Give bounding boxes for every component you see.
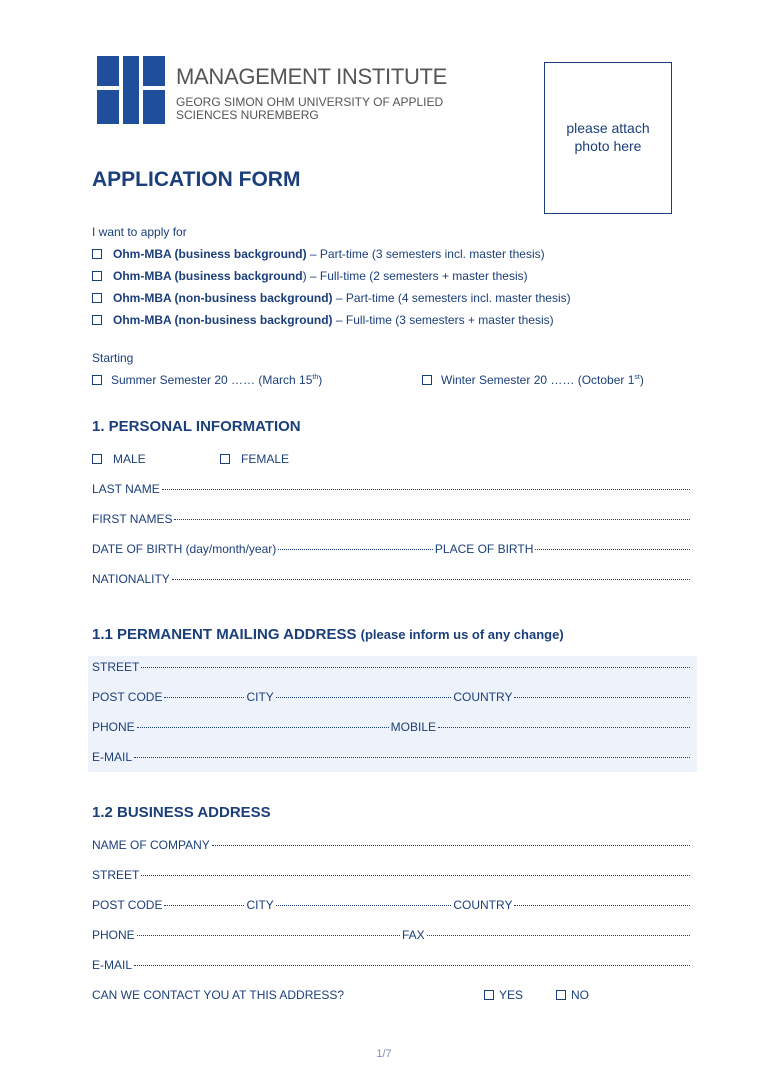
gender-male[interactable]: MALE: [92, 452, 146, 466]
permanent-email-field[interactable]: E-MAIL: [92, 750, 692, 766]
option-nonbusiness-fulltime[interactable]: Ohm-MBA (non-business background) – Full-time (3 semesters + master thesis): [92, 313, 554, 327]
checkbox[interactable]: [92, 315, 102, 325]
checkbox[interactable]: [422, 375, 432, 385]
permanent-postcode-city-country-field[interactable]: POST CODE CITY COUNTRY: [92, 690, 692, 706]
business-email-field[interactable]: E-MAIL: [92, 958, 692, 974]
form-title: APPLICATION FORM: [92, 168, 301, 191]
business-address-heading: 1.2 BUSINESS ADDRESS: [92, 804, 271, 821]
checkbox[interactable]: [556, 990, 566, 1000]
summer-semester-option[interactable]: Summer Semester 20 …… (March 15th): [92, 373, 322, 387]
gender-female[interactable]: FEMALE: [220, 452, 289, 466]
first-names-field[interactable]: FIRST NAMES: [92, 512, 692, 528]
option-ft-business-parttime[interactable]: Ohm-MBA (business background) – Part-time (3 semesters incl. master thesis): [92, 247, 545, 261]
personal-heading: 1. PERSONAL INFORMATION: [92, 418, 301, 435]
checkbox[interactable]: [92, 375, 102, 385]
photo-box[interactable]: [544, 62, 672, 214]
institute-subtitle: GEORG SIMON OHM UNIVERSITY OF APPLIED SCIENCES NUREMBERG: [176, 95, 444, 122]
permanent-street-field[interactable]: STREET: [92, 660, 692, 676]
option-nonbusiness-parttime[interactable]: Ohm-MBA (non-business background) – Part-time (4 semesters incl. master thesis): [92, 291, 571, 305]
checkbox[interactable]: [92, 293, 102, 303]
photo-instruction: please attach photo here: [566, 120, 650, 154]
contact-yes-option[interactable]: YES: [484, 988, 523, 1002]
institute-logo: [97, 56, 165, 124]
nationality-field[interactable]: NATIONALITY: [92, 572, 692, 588]
winter-semester-option[interactable]: Winter Semester 20 …… (October 1st): [422, 373, 644, 387]
checkbox[interactable]: [92, 249, 102, 259]
institute-name: MANAGEMENT INSTITUTE: [176, 64, 448, 89]
checkbox[interactable]: [220, 454, 230, 464]
birth-field[interactable]: DATE OF BIRTH (day/month/year) PLACE OF BIRTH: [92, 542, 692, 558]
option-business-fulltime[interactable]: Ohm-MBA (business background) – Full-time (2 semesters + master thesis): [92, 269, 528, 283]
checkbox[interactable]: [484, 990, 494, 1000]
contact-no-option[interactable]: NO: [556, 988, 589, 1002]
company-name-field[interactable]: NAME OF COMPANY: [92, 838, 692, 854]
business-street-field[interactable]: STREET: [92, 868, 692, 884]
apply-intro: I want to apply for: [92, 225, 187, 239]
business-phone-fax-field[interactable]: PHONE FAX: [92, 928, 692, 944]
business-postcode-city-country-field[interactable]: POST CODE CITY COUNTRY: [92, 898, 692, 914]
permanent-address-heading: 1.1 PERMANENT MAILING ADDRESS (please inform us of any change): [92, 626, 564, 643]
checkbox[interactable]: [92, 271, 102, 281]
checkbox[interactable]: [92, 454, 102, 464]
contact-question: CAN WE CONTACT YOU AT THIS ADDRESS?: [92, 988, 345, 1002]
last-name-field[interactable]: LAST NAME: [92, 482, 692, 498]
page-number: 1/7: [376, 1048, 392, 1060]
starting-label: Starting: [92, 351, 134, 365]
permanent-phone-mobile-field[interactable]: PHONE MOBILE: [92, 720, 692, 736]
